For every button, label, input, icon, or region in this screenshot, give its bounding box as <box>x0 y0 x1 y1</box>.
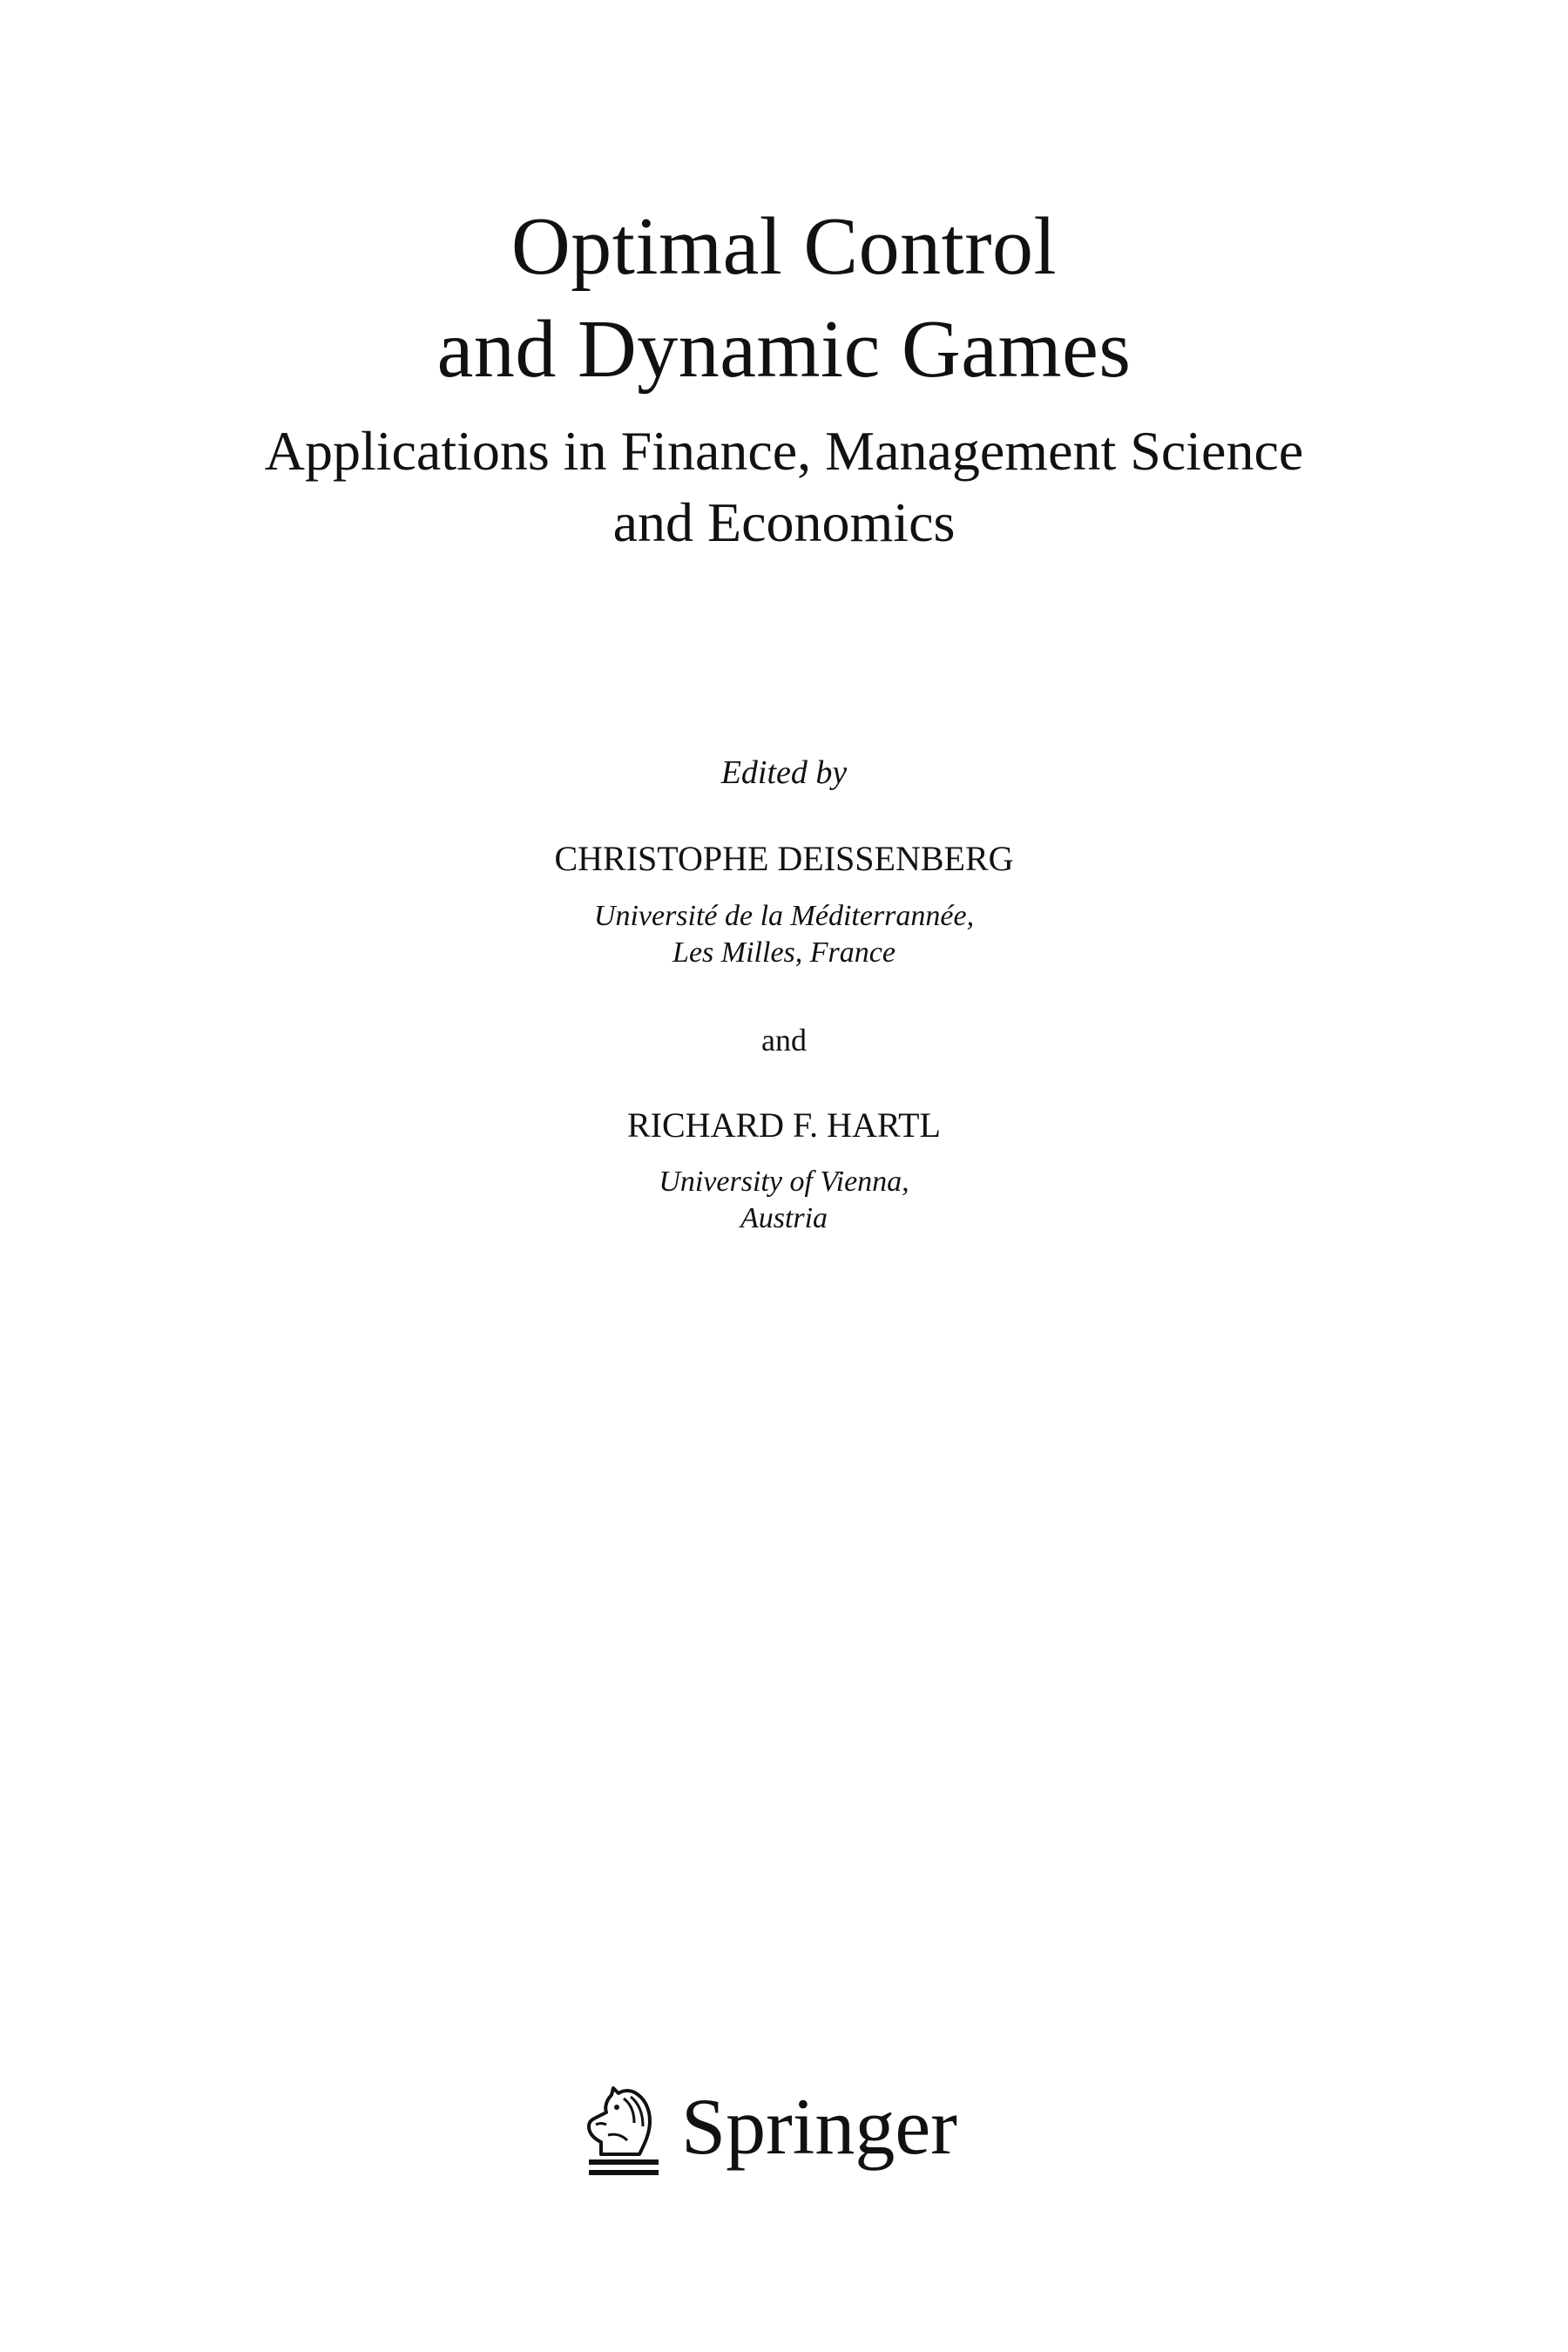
edited-by-label: Edited by <box>720 754 848 791</box>
book-title-line-1: Optimal Control <box>510 201 1058 292</box>
book-subtitle-line-2: and Economics <box>612 491 956 553</box>
book-subtitle-line-1: Applications in Finance, Management Science <box>264 420 1304 482</box>
editor-2-affiliation-line-1: University of Vienna, <box>659 1166 909 1198</box>
editor-2-affiliation-line-2: Austria <box>740 1202 828 1234</box>
springer-chess-knight-icon <box>582 2081 666 2179</box>
conjunction-and: and <box>761 1023 807 1058</box>
publisher-name: Springer <box>681 2082 957 2171</box>
publisher-imprint <box>582 2078 957 2182</box>
editor-name-1: CHRISTOPHE DEISSENBERG <box>554 839 1014 878</box>
editor-name-2: RICHARD F. HARTL <box>627 1105 941 1145</box>
book-title-line-2: and Dynamic Games <box>436 304 1132 395</box>
editor-1-affiliation-line-2: Les Milles, France <box>672 936 896 969</box>
editor-1-affiliation-line-1: Université de la Méditerrannée, <box>593 900 975 932</box>
